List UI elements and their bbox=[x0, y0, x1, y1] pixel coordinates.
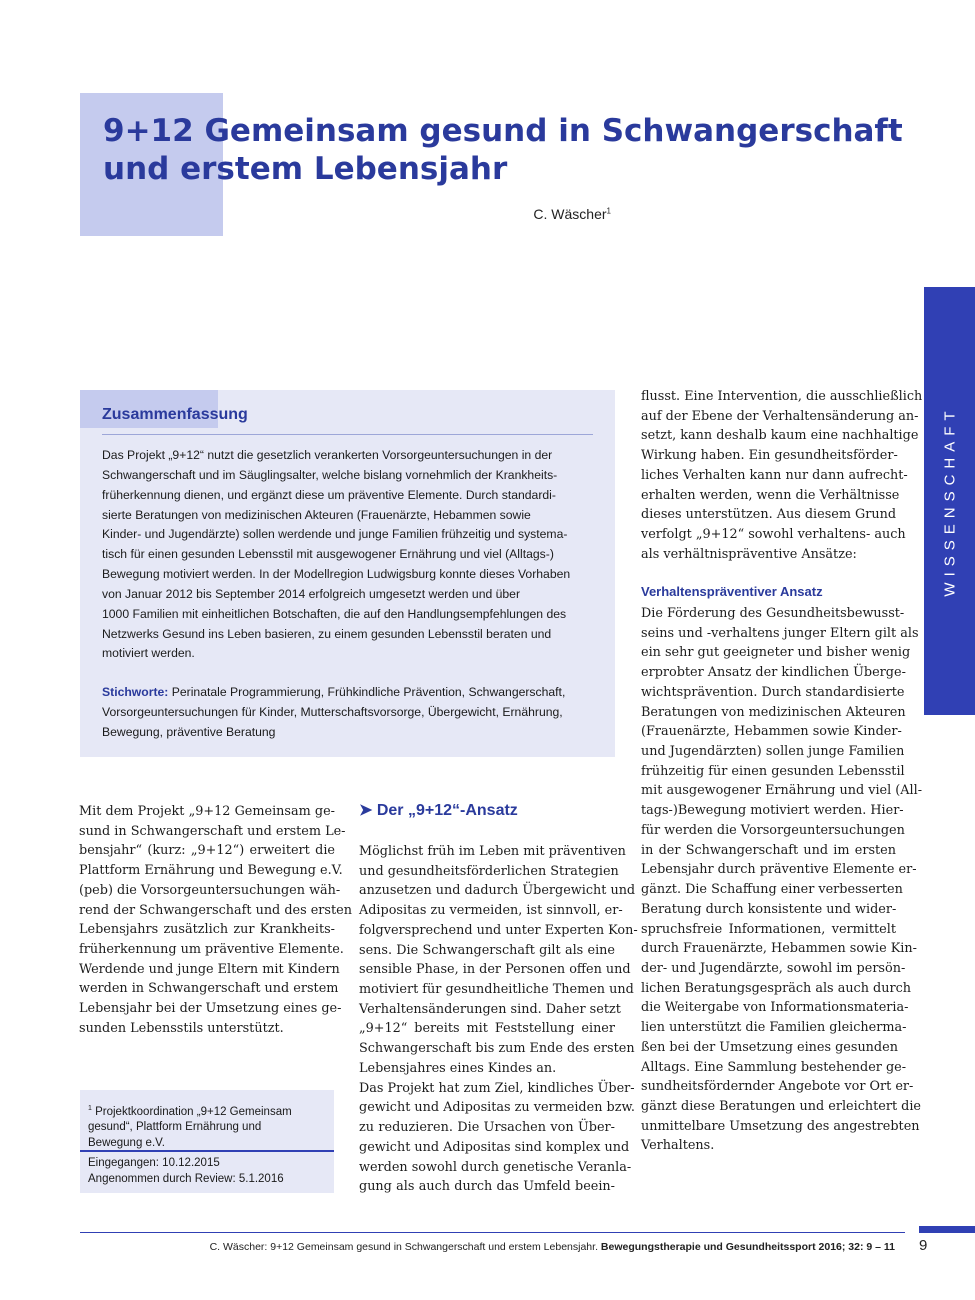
body-line: lien unterstützt die Familien gleicherma- bbox=[641, 1020, 907, 1036]
verhalten-paragraph bbox=[641, 604, 923, 1156]
section-side-tab bbox=[924, 287, 975, 715]
body-line: Lebensjahres eines Kindes an. bbox=[359, 1060, 557, 1076]
body-line: der- und Jugendärzte, sowohl im persön- bbox=[641, 960, 906, 976]
body-line: setzt, kann deshalb kaum eine nachhaltige bbox=[641, 428, 919, 444]
body-line: dieses unterstützen. Aus diesem Grund bbox=[641, 507, 897, 523]
body-line: verfolgt „9+12“ sowohl verhaltens- auch bbox=[641, 527, 906, 543]
body-line: Möglichst früh im Leben mit präventiven bbox=[359, 844, 626, 859]
summary-line: früherkennung dienen, und ergänzt diese um präventive Elemente. Durch standardi- bbox=[102, 487, 556, 502]
summary-line: Netzwerks Gesund ins Leben basieren, zu einem gesunden Lebensstil beraten und bbox=[102, 626, 552, 641]
footnote-affiliation: Projektkoordination „9+12 Gemeinsam bbox=[95, 1105, 292, 1118]
footnote-dates bbox=[88, 1156, 328, 1187]
title-line: und erstem Lebensjahr bbox=[103, 151, 508, 187]
keywords-text: Perinatale Programmierung, Frühkindliche Prävention, Schwangerschaft, bbox=[171, 685, 566, 699]
body-line: Schwangerschaft bis zum Ende des ersten bbox=[359, 1041, 635, 1057]
body-line: gewicht und Adipositas sind komplex und bbox=[359, 1139, 630, 1155]
body-line: motiviert für gesundheitliche Themen und bbox=[359, 982, 634, 998]
footnote-text bbox=[88, 1101, 328, 1151]
body-line: Werdende und junge Eltern mit Kindern bbox=[79, 961, 340, 977]
body-line: (Frauenärzte, Hebammen sowie Kinder- bbox=[641, 724, 902, 740]
body-line: sundheitsfördernder Angebote vor Ort er- bbox=[641, 1079, 914, 1095]
body-line: zu reduzieren. Die Ursachen von Über- bbox=[359, 1120, 615, 1136]
ansatz-paragraph bbox=[359, 842, 638, 1197]
body-line: auf der Ebene der Verhaltensänderung an- bbox=[641, 408, 919, 424]
body-line: tags-)Bewegung motiviert werden. Hier- bbox=[641, 803, 904, 819]
keywords-line: Vorsorgeuntersuchungen für Kinder, Mutterschaftsvorsorge, Übergewicht, Ernährung, bbox=[102, 704, 563, 719]
title-line: 9+12 Gemeinsam gesund in Schwangerschaft bbox=[103, 113, 903, 149]
body-line: lichen Beratungsgespräch als auch durch bbox=[641, 980, 911, 996]
body-line: früherkennung um präventive Elemente. bbox=[79, 942, 344, 958]
article-title bbox=[103, 112, 903, 188]
body-line: die Weitergabe von Informationsmateria- bbox=[641, 1000, 909, 1016]
page-number: 9 bbox=[919, 1237, 928, 1254]
body-line: erprobter Ansatz der kindlichen Überge- bbox=[641, 665, 906, 681]
body-line: sund in Schwangerschaft und erstem Le- bbox=[79, 823, 346, 839]
body-line: und gesundheitsförderlichen Strategien bbox=[359, 863, 619, 879]
accepted-date: Angenommen durch Review: 5.1.2016 bbox=[88, 1172, 284, 1185]
summary-line: Bewegung motiviert werden. In der Modellregion Ludwigsburg konnte dieses Vorhaben bbox=[102, 567, 571, 582]
body-line: „9+12“ bereits mit Feststellung einer bbox=[359, 1021, 615, 1037]
citation-text: C. Wäscher: 9+12 Gemeinsam gesund in Schwangerschaft und erstem Lebensjahr. bbox=[209, 1241, 598, 1253]
summary-divider bbox=[102, 434, 593, 435]
body-line: sens. Die Schwangerschaft gilt als eine bbox=[359, 942, 615, 958]
body-line: werden in Schwangerschaft und erstem bbox=[79, 981, 339, 997]
body-line: gewicht und Adipositas zu vermeiden bzw. bbox=[359, 1100, 635, 1116]
body-line: Adipositas zu vermeiden, ist sinnvoll, er- bbox=[359, 903, 623, 919]
keywords-label: Stichworte: bbox=[102, 685, 169, 699]
summary-line: 1000 Familien mit einheitlichen Botschaften, die auf den Handlungsempfehlungen des bbox=[102, 606, 567, 621]
received-date: Eingegangen: 10.12.2015 bbox=[88, 1157, 220, 1169]
body-line: Lebensjahr durch präventive Elemente er- bbox=[641, 862, 917, 878]
body-line: und Jugendärzten) sollen junge Familien bbox=[641, 744, 905, 760]
body-line: sunden Lebensstils unterstützt. bbox=[79, 1020, 284, 1036]
body-line: liches Verhalten kann nur dann aufrecht- bbox=[641, 467, 908, 483]
keywords-line bbox=[102, 683, 602, 703]
keywords bbox=[102, 683, 602, 743]
body-line: Verhaltensänderungen sind. Daher setzt bbox=[359, 1001, 621, 1017]
body-line: folgversprechend und unter Experten Kon- bbox=[359, 922, 638, 938]
body-line: Verhaltens. bbox=[641, 1138, 715, 1154]
body-line: flusst. Eine Intervention, die ausschließlich bbox=[641, 389, 923, 404]
journal-reference: Bewegungstherapie und Gesundheitssport 2016; 32: 9 – 11 bbox=[600, 1241, 895, 1253]
body-line: bensjahr“ (kurz: „9+12“) erweitert die bbox=[79, 843, 335, 859]
footnote-divider bbox=[80, 1150, 334, 1152]
body-line: Beratung durch konsistente und wider- bbox=[641, 901, 897, 917]
summary-box bbox=[80, 390, 615, 757]
footnote-line: Bewegung e.V. bbox=[88, 1136, 165, 1149]
body-line: wichtsprävention. Durch standardisierte bbox=[641, 684, 905, 700]
section-tab-label: WISSENSCHAFT bbox=[941, 405, 958, 597]
section-heading-ansatz: ➤ Der „9+12“-Ansatz bbox=[359, 802, 518, 819]
body-line: mit ausgewogener Ernährung und viel (All- bbox=[641, 783, 923, 799]
keywords-line: Bewegung, präventive Beratung bbox=[102, 724, 276, 739]
author-footnote-mark: 1 bbox=[606, 206, 611, 216]
footer-citation bbox=[210, 1241, 895, 1253]
body-line: erhalten werden, wenn die Verhältnisse bbox=[641, 487, 900, 503]
body-line: (peb) die Vorsorgeuntersuchungen wäh- bbox=[79, 882, 341, 898]
body-line: frühzeitig für einen gesunden Lebensstil bbox=[641, 763, 905, 779]
intro-paragraph bbox=[79, 802, 352, 1039]
footnote-mark: 1 bbox=[88, 1105, 92, 1112]
body-line: Lebensjahrs zusätzlich zur Krankheits- bbox=[79, 922, 335, 938]
summary-line: Kinder- und Jugendärzte) sollen werdende und junge Familien frühzeitig und systema- bbox=[102, 527, 568, 542]
body-line: ein sehr gut geeigneter und bisher wenig bbox=[641, 645, 911, 661]
summary-line: motiviert werden. bbox=[102, 646, 195, 661]
body-line: gänzt diese Beratungen und erleichtert die bbox=[641, 1098, 922, 1114]
footer-divider bbox=[80, 1232, 905, 1233]
body-line: rend der Schwangerschaft und des ersten bbox=[79, 902, 352, 918]
summary-line: Schwangerschaft und im Säuglingsalter, welche bislang vornehmlich der Krankheits- bbox=[102, 467, 558, 482]
body-line: spruchsfreie Informationen, vermittelt bbox=[641, 921, 896, 937]
summary-text bbox=[102, 446, 593, 664]
body-line: durch Frauenärzte, Hebammen sowie Kin- bbox=[641, 941, 917, 957]
footnote-line bbox=[88, 1101, 328, 1120]
footer-accent-block bbox=[919, 1226, 975, 1233]
body-line: Die Förderung des Gesundheitsbewusst- bbox=[641, 606, 905, 621]
body-line: anzusetzen und dadurch Übergewicht und bbox=[359, 883, 636, 899]
summary-heading: Zusammenfassung bbox=[102, 406, 248, 423]
footnote-line: gesund“, Plattform Ernährung und bbox=[88, 1121, 262, 1134]
body-line: für werden die Vorsorgeuntersuchungen bbox=[641, 822, 905, 838]
body-line: Beratungen von medizinischen Akteuren bbox=[641, 704, 906, 720]
footnote-box bbox=[80, 1090, 334, 1193]
summary-line: tisch für einen gesunden Lebensstil mit ausgewogener Ernährung und viel (Alltags-) bbox=[102, 547, 554, 562]
body-line: Alltags. Eine Sammlung bestehender ge- bbox=[641, 1059, 907, 1075]
author-line bbox=[533, 206, 611, 222]
body-line: werden sowohl durch genetische Veranla- bbox=[359, 1159, 632, 1175]
body-line: Lebensjahr bei der Umsetzung eines ge- bbox=[79, 1001, 342, 1017]
body-line: gung als auch durch das Umfeld beein- bbox=[359, 1179, 615, 1195]
body-line: Mit dem Projekt „9+12 Gemeinsam ge- bbox=[79, 804, 335, 819]
subheading-verhalten: Verhaltenspräventiver Ansatz bbox=[641, 584, 823, 599]
col3-top-paragraph bbox=[641, 387, 923, 564]
body-line: gänzt. Die Schaffung einer verbesserten bbox=[641, 882, 903, 898]
body-line: unmittelbare Umsetzung des angestrebten bbox=[641, 1118, 920, 1134]
body-line: Das Projekt hat zum Ziel, kindliches Über- bbox=[359, 1080, 635, 1096]
body-line: ßen bei der Umsetzung eines gesunden bbox=[641, 1039, 898, 1055]
body-line: sensible Phase, in der Personen offen und bbox=[359, 962, 631, 978]
body-line: in der Schwangerschaft und im ersten bbox=[641, 842, 896, 858]
body-line: Plattform Ernährung und Bewegung e.V. bbox=[79, 863, 343, 879]
body-line: seins und -verhaltens junger Eltern gilt als bbox=[641, 625, 919, 641]
summary-line: sierte Beratungen von medizinischen Akteuren (Frauenärzte, Hebammen sowie bbox=[102, 507, 531, 522]
summary-line: Das Projekt „9+12“ nutzt die gesetzlich verankerten Vorsorgeuntersuchungen in der bbox=[102, 448, 553, 462]
body-line: Wirkung haben. Ein gesundheitsförder- bbox=[641, 448, 898, 464]
summary-line: von Januar 2012 bis September 2014 erfolgreich umgesetzt werden und über bbox=[102, 586, 521, 601]
body-line: als verhältnispräventive Ansätze: bbox=[641, 546, 857, 562]
author-name: C. Wäscher bbox=[533, 206, 607, 222]
